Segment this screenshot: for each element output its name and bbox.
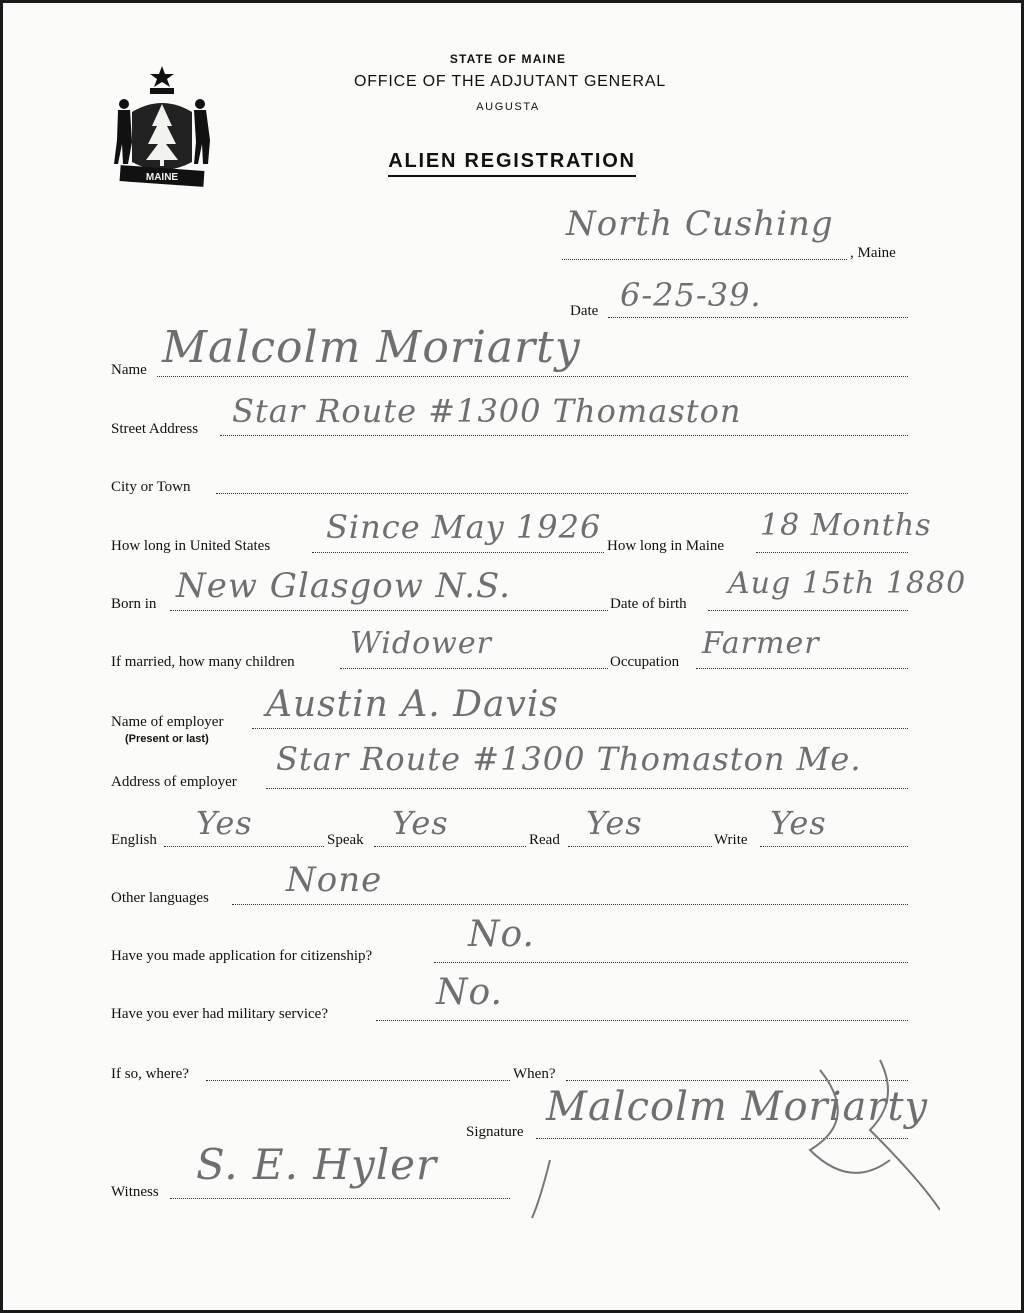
town-value[interactable]: North Cushing xyxy=(566,204,834,244)
date-value[interactable]: 6-25-39. xyxy=(620,276,762,314)
date-of-birth-value[interactable]: Aug 15th 1880 xyxy=(728,566,967,601)
married-children-value[interactable]: Widower xyxy=(350,626,492,661)
read-value[interactable]: Yes xyxy=(586,804,643,842)
occupation-line xyxy=(696,668,908,669)
write-value[interactable]: Yes xyxy=(770,804,827,842)
form-title-text: ALIEN REGISTRATION xyxy=(388,150,636,177)
english-line xyxy=(164,846,324,847)
occupation-label: Occupation xyxy=(610,654,680,670)
employer-note: (Present or last) xyxy=(125,733,209,745)
how-long-maine-line xyxy=(756,552,908,553)
street-address-value[interactable]: Star Route #1300 Thomaston xyxy=(232,392,742,430)
maine-label: , Maine xyxy=(850,245,896,261)
town-field-line xyxy=(562,259,847,260)
city-heading: AUGUSTA xyxy=(476,101,540,113)
date-field-line xyxy=(608,317,908,318)
speak-label: Speak xyxy=(327,832,364,848)
occupation-value[interactable]: Farmer xyxy=(702,626,820,661)
write-line xyxy=(760,846,908,847)
military-label: Have you ever had military service? xyxy=(111,1006,328,1022)
read-line xyxy=(568,846,712,847)
date-of-birth-label: Date of birth xyxy=(610,596,687,612)
how-long-us-line xyxy=(312,552,604,553)
street-address-label: Street Address xyxy=(111,421,199,437)
how-long-us-value[interactable]: Since May 1926 xyxy=(326,508,602,546)
date-of-birth-line xyxy=(708,610,908,611)
other-languages-label: Other languages xyxy=(111,890,209,906)
city-town-label: City or Town xyxy=(111,479,191,495)
employer-value[interactable]: Austin A. Davis xyxy=(266,684,559,725)
born-in-value[interactable]: New Glasgow N.S. xyxy=(176,566,511,606)
read-label: Read xyxy=(529,832,560,848)
street-address-line xyxy=(220,435,908,436)
signature-flourish xyxy=(520,1040,940,1220)
citizenship-value[interactable]: No. xyxy=(468,914,535,955)
citizenship-line xyxy=(434,962,908,963)
english-label: English xyxy=(111,832,157,848)
how-long-maine-label: How long in Maine xyxy=(607,538,725,554)
speak-line xyxy=(374,846,526,847)
employer-address-label: Address of employer xyxy=(111,774,237,790)
married-children-line xyxy=(340,668,608,669)
seal-label: MAINE xyxy=(145,172,179,183)
speak-value[interactable]: Yes xyxy=(392,804,449,842)
born-in-line xyxy=(170,610,608,611)
military-value[interactable]: No. xyxy=(436,972,503,1013)
military-line xyxy=(376,1020,908,1021)
english-value[interactable]: Yes xyxy=(196,804,253,842)
when-label: When? xyxy=(513,1066,556,1082)
city-town-line xyxy=(216,493,908,494)
witness-label: Witness xyxy=(111,1184,159,1200)
employer-label: Name of employer xyxy=(111,714,224,730)
citizenship-label: Have you made application for citizenship? xyxy=(111,948,373,964)
other-languages-line xyxy=(232,904,908,905)
name-value[interactable]: Malcolm Moriarty xyxy=(162,322,581,373)
employer-address-value[interactable]: Star Route #1300 Thomaston Me. xyxy=(276,740,862,778)
how-long-us-label: How long in United States xyxy=(111,538,271,554)
other-languages-value[interactable]: None xyxy=(286,860,383,900)
date-label: Date xyxy=(570,303,599,319)
signature-label: Signature xyxy=(466,1124,524,1140)
how-long-maine-value[interactable]: 18 Months xyxy=(760,508,932,543)
employer-address-line xyxy=(266,788,908,789)
state-heading: STATE OF MAINE xyxy=(449,52,567,66)
form-title xyxy=(0,150,1024,173)
born-in-label: Born in xyxy=(111,596,157,612)
employer-line xyxy=(252,728,908,729)
if-so-where-label: If so, where? xyxy=(111,1066,189,1082)
signature-value[interactable]: Malcolm Moriarty xyxy=(546,1084,929,1130)
where-line xyxy=(206,1080,510,1081)
office-heading: OFFICE OF THE ADJUTANT GENERAL xyxy=(353,73,667,90)
name-field-line xyxy=(157,376,908,377)
write-label: Write xyxy=(714,832,748,848)
witness-value[interactable]: S. E. Hyler xyxy=(196,1140,438,1189)
name-label: Name xyxy=(111,362,147,378)
witness-line xyxy=(170,1198,510,1199)
married-children-label: If married, how many children xyxy=(111,654,295,670)
